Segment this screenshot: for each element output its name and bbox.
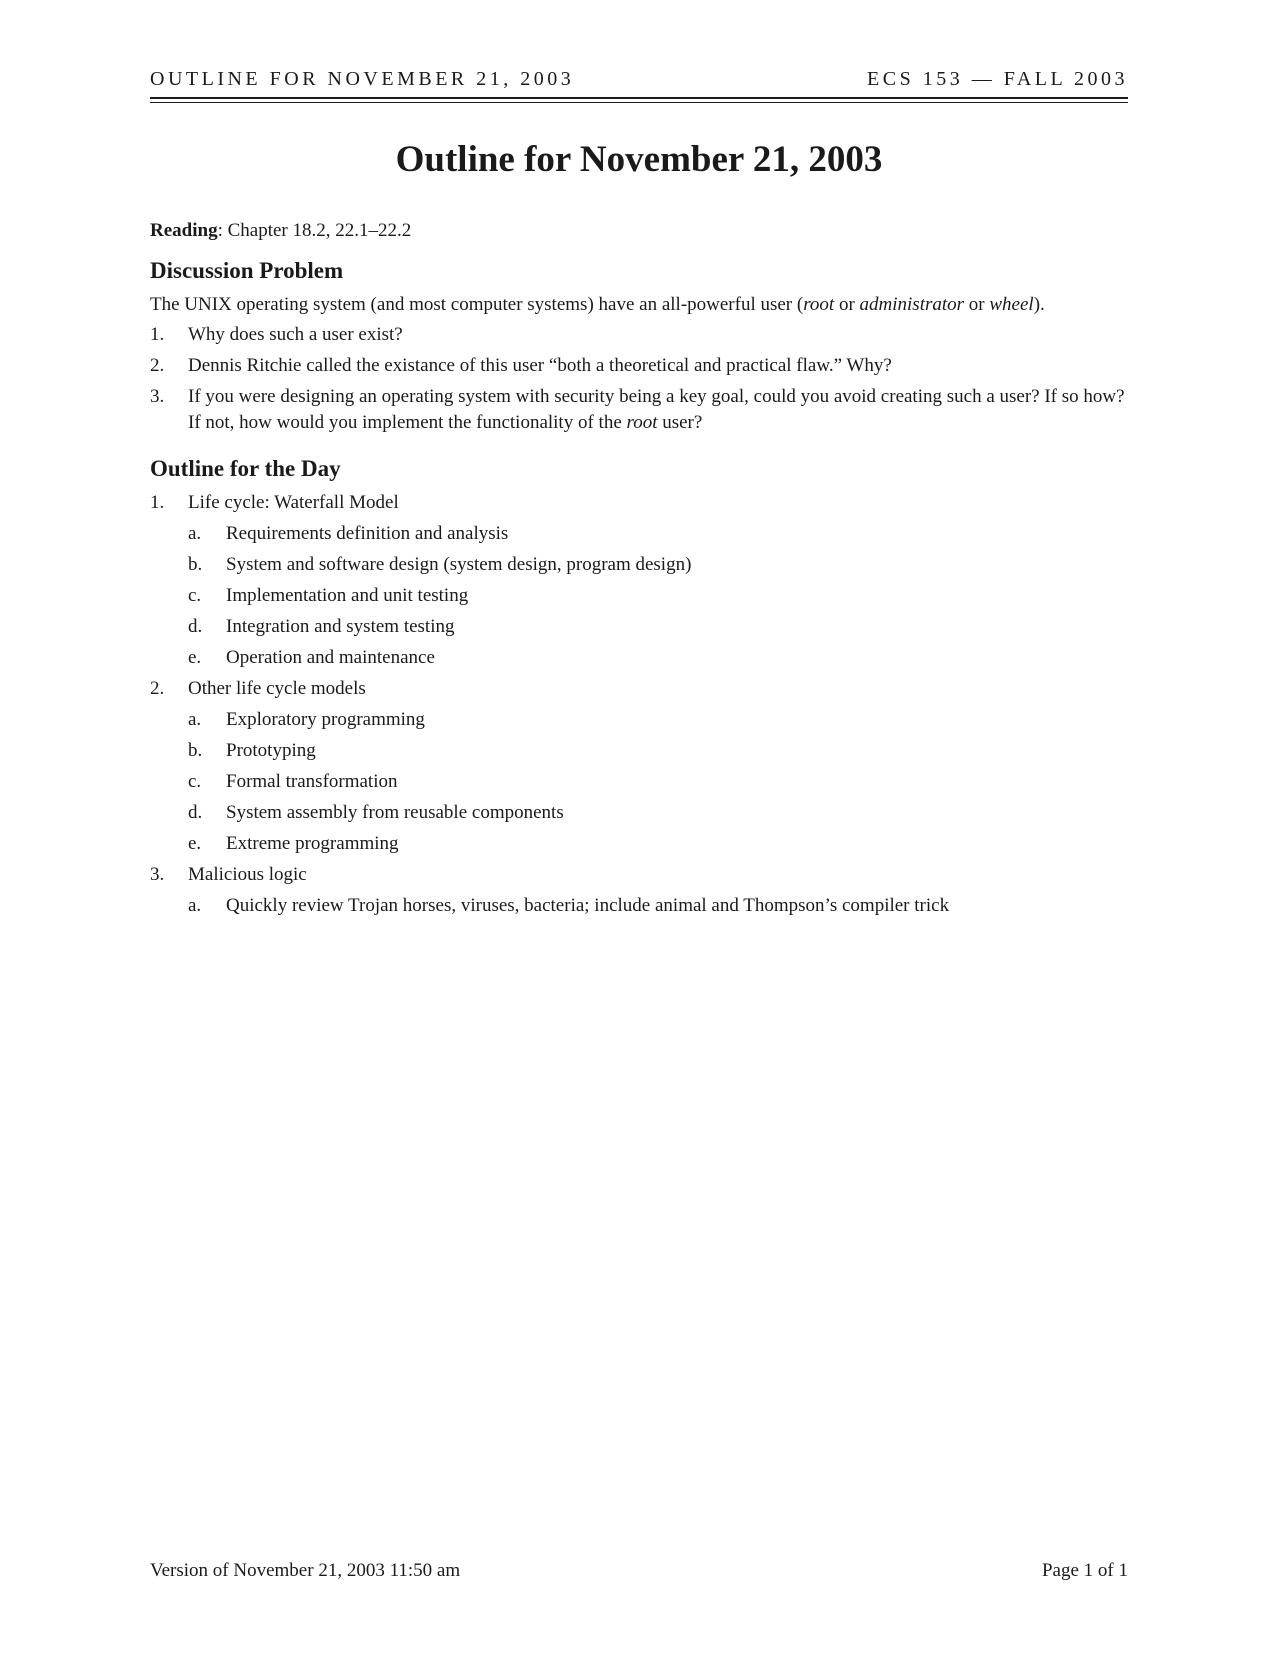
item-text-b: user? — [657, 412, 703, 433]
list-item — [150, 384, 1128, 436]
header-rule-thin — [150, 102, 1128, 103]
item-text: Why does such a user exist? — [188, 324, 403, 345]
sub-item-letter: d. — [188, 802, 203, 823]
list-item — [150, 862, 1128, 919]
sub-item-letter: c. — [188, 585, 202, 606]
outline-section — [150, 454, 1128, 919]
list-item — [150, 322, 1128, 348]
item-number: 2. — [150, 678, 165, 699]
intro-admin: administrator — [859, 294, 965, 315]
item-text-root: root — [626, 412, 658, 433]
sub-list-item — [188, 521, 1128, 547]
reading-text: : Chapter 18.2, 22.1–22.2 — [217, 220, 412, 241]
item-text: Malicious logic — [188, 864, 307, 885]
discussion-heading: Discussion Problem — [150, 258, 344, 283]
header-rule-thick — [150, 97, 1128, 99]
sub-list-item — [188, 614, 1128, 640]
outline-heading: Outline for the Day — [150, 456, 341, 481]
sub-item-letter: b. — [188, 554, 203, 575]
sub-item-text: Integration and system testing — [226, 616, 455, 637]
sub-list-item — [188, 645, 1128, 671]
running-header — [150, 68, 1128, 96]
sub-item-text: Requirements definition and analysis — [226, 523, 509, 544]
intro-text-c: or — [964, 294, 990, 315]
header-right: ECS 153 — FALL 2003 — [867, 68, 1128, 90]
item-number: 3. — [150, 864, 165, 885]
list-item — [150, 353, 1128, 379]
sub-list-item — [188, 738, 1128, 764]
sub-item-letter: b. — [188, 740, 203, 761]
item-text — [188, 386, 1125, 433]
document-body — [150, 218, 1128, 924]
sub-list — [188, 893, 1128, 919]
item-number: 2. — [150, 355, 165, 376]
sub-item-text: System assembly from reusable components — [226, 802, 564, 823]
sub-item-text: Prototyping — [226, 740, 316, 761]
intro-text-b: or — [834, 294, 860, 315]
page-title: Outline for November 21, 2003 — [395, 139, 883, 180]
sub-item-text: Exploratory programming — [226, 709, 425, 730]
reading-line — [150, 218, 1128, 244]
sub-list — [188, 707, 1128, 857]
intro-text-d: ). — [1033, 294, 1045, 315]
sub-item-letter: a. — [188, 895, 202, 916]
sub-item-text: Implementation and unit testing — [226, 585, 469, 606]
sub-item-letter: c. — [188, 771, 202, 792]
item-text: Life cycle: Waterfall Model — [188, 492, 399, 513]
intro-root: root — [803, 294, 835, 315]
outline-list — [150, 490, 1128, 919]
footer-version: Version of November 21, 2003 11:50 am — [150, 1560, 461, 1581]
sub-list-item — [188, 769, 1128, 795]
sub-item-text: System and software design (system design, program design) — [226, 554, 692, 575]
discussion-intro — [150, 292, 1128, 318]
sub-item-text: Operation and maintenance — [226, 647, 435, 668]
intro-wheel: wheel — [989, 294, 1034, 315]
sub-item-text: Extreme programming — [226, 833, 399, 854]
footer-page-number: Page 1 of 1 — [1041, 1560, 1128, 1581]
item-number: 3. — [150, 386, 165, 407]
sub-list-item — [188, 800, 1128, 826]
reading-label: Reading — [150, 220, 218, 241]
sub-item-letter: e. — [188, 833, 202, 854]
sub-list-item — [188, 831, 1128, 857]
sub-item-letter: e. — [188, 647, 202, 668]
sub-list-item — [188, 707, 1128, 733]
item-text: Other life cycle models — [188, 678, 366, 699]
document-page — [150, 0, 1128, 1656]
sub-list — [188, 521, 1128, 671]
intro-text-a: The UNIX operating system (and most computer systems) have an all-powerful user ( — [150, 294, 804, 315]
sub-list-item — [188, 893, 1128, 919]
sub-item-letter: a. — [188, 523, 202, 544]
item-number: 1. — [150, 324, 165, 345]
header-left: OUTLINE FOR NOVEMBER 21, 2003 — [150, 68, 575, 90]
sub-list-item — [188, 583, 1128, 609]
sub-item-letter: a. — [188, 709, 202, 730]
sub-item-text: Formal transformation — [226, 771, 398, 792]
discussion-list — [150, 322, 1128, 436]
list-item — [150, 676, 1128, 857]
item-number: 1. — [150, 492, 165, 513]
sub-item-letter: d. — [188, 616, 203, 637]
list-item — [150, 490, 1128, 671]
item-text: Dennis Ritchie called the existance of this user “both a theoretical and practical flaw.” Why? — [188, 355, 892, 376]
sub-item-text: Quickly review Trojan horses, viruses, bacteria; include animal and Thompson’s compiler trick — [226, 895, 950, 916]
sub-list-item — [188, 552, 1128, 578]
item-text-a: If you were designing an operating system with security being a key goal, could you avoid creating such a user? If so how? If not, how would you implement the functionality of the — [188, 386, 1125, 433]
